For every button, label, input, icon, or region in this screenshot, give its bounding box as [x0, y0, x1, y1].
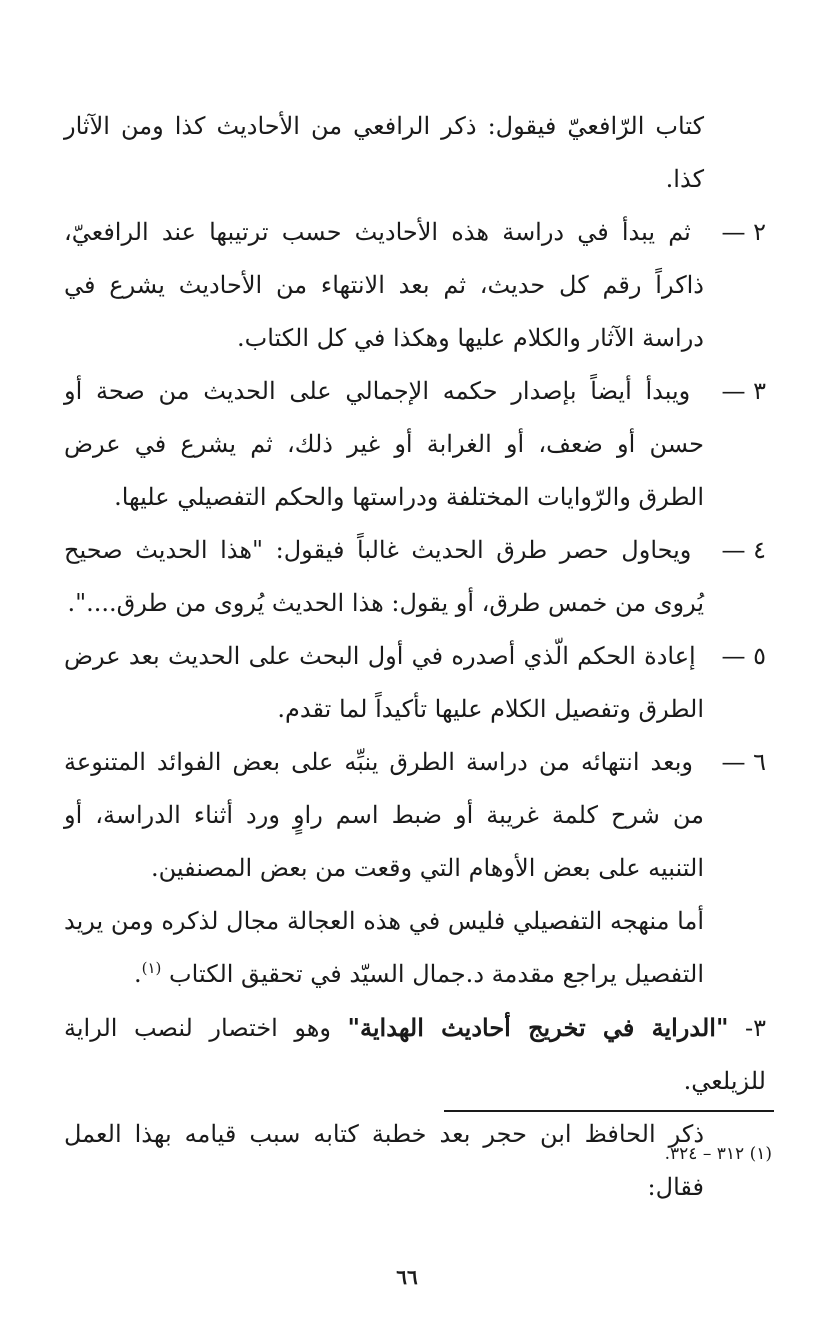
item-number: ٦ — [721, 748, 766, 776]
list-item-3 [64, 365, 766, 524]
closing-paragraph [64, 895, 766, 1001]
closing-period: . [133, 960, 142, 988]
book-title: "الدراية في تخريج أحاديث الهداية" [347, 1013, 729, 1042]
footnote-reference[interactable]: (١) [141, 959, 162, 977]
main-text [64, 100, 766, 1214]
item-text: ويحاول حصر طرق الحديث غالباً فيقول: "هذا الحديث صحيح يُروى من خمس طرق، أو يقول: هذا الحديث يُروى من طرق....". [64, 536, 704, 617]
list-item-6 [64, 736, 766, 895]
item-text: إعادة الحكم الّذي أصدره في أول البحث على الحديث بعد عرض الطرق وتفصيل الكلام عليها تأكيداً لما تقدم. [64, 642, 704, 723]
footnote: (١) ٣١٢ – ٣٢٤. [664, 1144, 772, 1164]
item-text: ثم يبدأ في دراسة هذه الأحاديث حسب ترتيبها عند الرافعيّ، ذاكراً رقم كل حديث، ثم بعد الانتهاء من الأحاديث يشرع في دراسة الآثار والكلام عليها وهكذا في كل الكتاب. [64, 218, 704, 352]
intro-line: كتاب الرّافعيّ فيقول: ذكر الرافعي من الأحاديث كذا ومن الآثار كذا. [64, 112, 704, 193]
item-text: ويبدأ أيضاً بإصدار حكمه الإجمالي على الحديث من صحة أو حسن أو ضعف، أو الغرابة أو غير ذلك، ثم يشرع في عرض الطرق والرّوايات المختلفة ودراستها والحكم التفصيلي عليها. [64, 377, 704, 511]
list-item-2 [64, 206, 766, 365]
section-number: ٣- [745, 1014, 766, 1042]
footnote-divider [444, 1110, 774, 1112]
item-number: ٤ — [721, 536, 766, 564]
item-text: وبعد انتهائه من دراسة الطرق ينبِّه على بعض الفوائد المتنوعة من شرح كلمة غريبة أو ضبط اسم راوٍ ورد أثناء الدراسة، أو التنبيه على بعض الأوهام التي وقعت من بعض المصنفين. [64, 748, 704, 882]
item-number: ٣ — [721, 377, 766, 405]
item-number: ٢ — [721, 218, 766, 246]
section-description: وهو اختصار لنصب الراية للزيلعي. [64, 1014, 766, 1095]
page-number: ٦٦ [396, 1265, 418, 1289]
last-paragraph: ذكر الحافظ ابن حجر بعد خطبة كتابه سبب قيامه بهذا العمل فقال: [64, 1120, 704, 1201]
list-item-4 [64, 524, 766, 630]
section-3-heading [64, 1001, 766, 1108]
closing-text: أما منهجه التفصيلي فليس في هذه العجالة مجال لذكره ومن يريد التفصيل يراجع مقدمة د.جمال السيّد في تحقيق الكتاب [64, 907, 704, 988]
item-number: ٥ — [721, 642, 766, 670]
list-item-5 [64, 630, 766, 736]
